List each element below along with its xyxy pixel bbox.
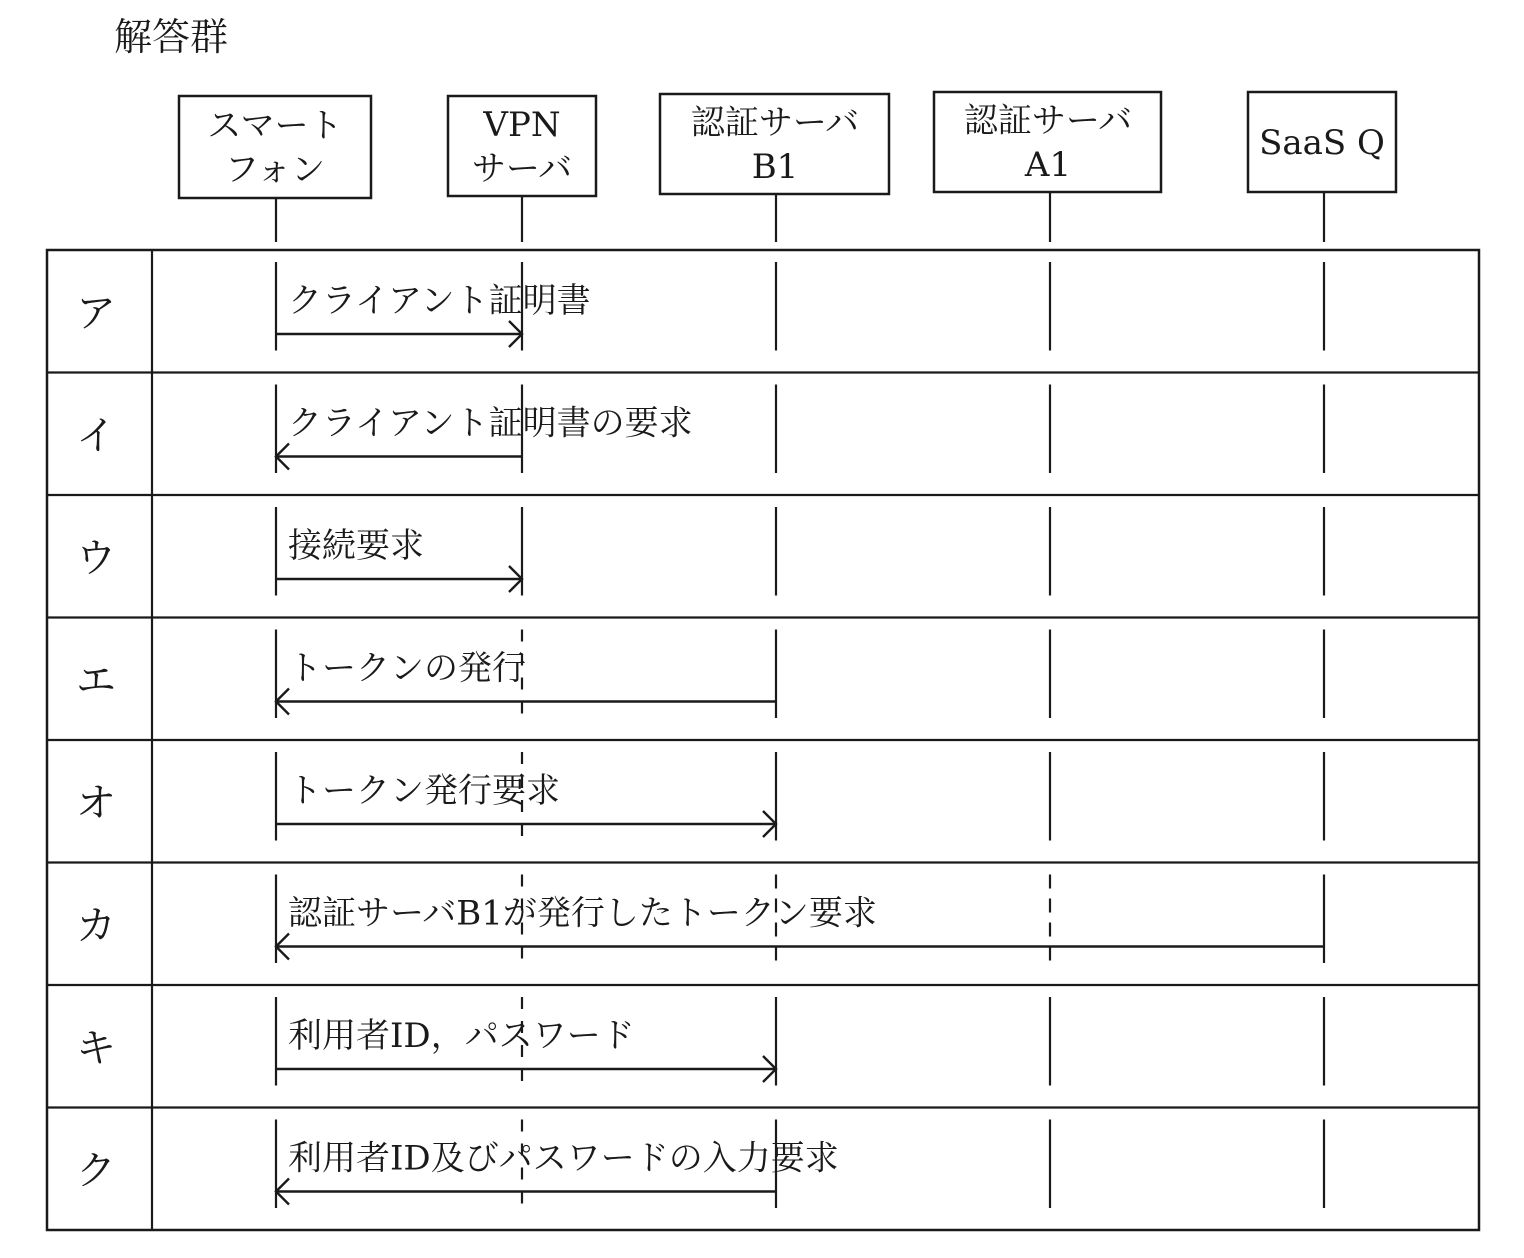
actor-label: A1 (1024, 145, 1072, 185)
message-label: 認証サーバB1が発行したトークン要求 (288, 893, 877, 934)
answer-row (47, 1108, 1479, 1209)
row-label: カ (76, 902, 116, 949)
actor-authA1 (934, 92, 1161, 242)
row-label: ク (76, 1147, 116, 1194)
answer-rows-group (47, 262, 1479, 1208)
actor-smartphone (179, 96, 371, 242)
message-label: 利用者ID及びパスワードの入力要求 (288, 1138, 839, 1179)
row-label: エ (76, 657, 116, 704)
answer-row (47, 863, 1479, 964)
message-label: クライアント証明書 (288, 281, 591, 321)
actor-label: スマート (207, 106, 343, 146)
actor-label: 認証サーバ (963, 101, 1133, 141)
actor-label: 認証サーバ (690, 103, 860, 143)
message-label: クライアント証明書の要求 (288, 403, 693, 444)
answer-row (76, 262, 1324, 351)
message-label: トークン発行要求 (288, 771, 560, 811)
actor-vpn (448, 96, 596, 242)
message-label: トークンの発行 (288, 648, 526, 689)
message-label: 利用者ID，パスワード (288, 1016, 635, 1056)
actor-label: フォン (224, 150, 326, 190)
answer-row (47, 373, 1479, 474)
row-label: ウ (76, 535, 116, 582)
row-label: イ (76, 412, 116, 459)
actor-label: SaaS Q (1259, 123, 1385, 163)
heading-title: 解答群 (114, 15, 229, 59)
actor-label: B1 (751, 147, 799, 187)
row-label: キ (76, 1025, 116, 1072)
actor-header-group (179, 92, 1396, 242)
answer-row (47, 740, 1479, 841)
actor-label: VPN (483, 105, 561, 145)
answer-row (47, 495, 1479, 596)
actor-authB1 (660, 94, 889, 242)
row-label: オ (76, 780, 116, 827)
actor-saasQ (1248, 92, 1396, 242)
row-label: ア (76, 290, 116, 337)
actor-label: サーバ (471, 149, 573, 189)
answer-row (47, 985, 1479, 1086)
answer-row (47, 618, 1479, 719)
message-label: 接続要求 (288, 526, 424, 566)
